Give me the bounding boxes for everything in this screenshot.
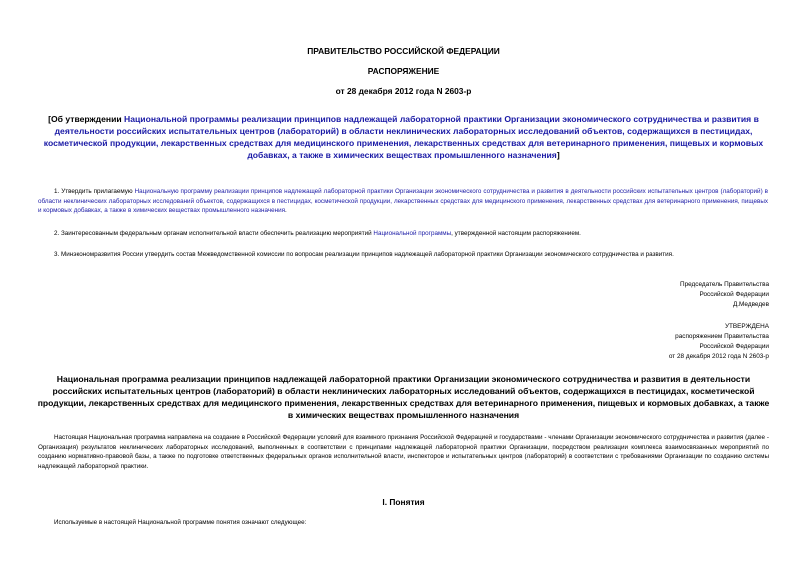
document-type: РАСПОРЯЖЕНИЕ — [367, 66, 440, 76]
title-open: [Об утверждении — [48, 114, 125, 124]
item-1-program-link[interactable]: Национальную программу реализации принципов надлежащей лабораторной практики Организации экономического сотрудничества и развития в деятельности российских испытательных центров (лабораторий) в области неклинических лабораторных исследований объектов, содержащихся в пестицидах, косметической продукции, лекарственных средствах для медицинского применения, лекарственных средствах для ветеринарного применения, пищевых и кормовых добавках, а также в химических веществах промышленного назначения — [38, 188, 768, 215]
approval-heading: УТВЕРЖДЕНА — [724, 323, 769, 330]
approval-country: Российской Федерации — [699, 343, 769, 350]
section-1-intro: Используемые в настоящей Национальной программе понятия означают следующее: — [54, 519, 307, 526]
signature-name: Д.Медведев — [732, 301, 769, 308]
signature-position: Председатель Правительства — [680, 281, 769, 288]
item-2 — [54, 229, 770, 239]
approval-date: от 28 декабря 2012 года N 2603-р — [668, 353, 769, 360]
approval-block — [669, 322, 769, 362]
document-date-number: от 28 декабря 2012 года N 2603-р — [335, 86, 472, 96]
title-close: ] — [556, 150, 560, 160]
document-title — [36, 113, 771, 161]
item-1-suffix: . — [285, 207, 287, 215]
signature-block — [680, 280, 769, 310]
item-2-suffix: , утвержденной настоящим распоряжением. — [451, 230, 581, 237]
government-heading: ПРАВИТЕЛЬСТВО РОССИЙСКОЙ ФЕДЕРАЦИИ — [307, 46, 500, 56]
program-intro: Настоящая Национальная программа направлена на создание в Российской Федерации условий для взаимного признания Российской Федерацией и государствами - членами Организации экономического сотрудничества и развития (далее - Организация) результатов неклинических лабораторных исследований, выполненных в соответствии с принципами надлежащей лабораторной практики Организации, посредством реализации комплекса взаимосвязанных мероприятий по созданию нормативно-правовой базы, а также по подготовке ответственных федеральных органов исполнительной власти, инспекторов и испытательных центров (лабораторий) в соответствии с требованиями Организации по созданию системы надлежащей лабораторной практики. — [38, 434, 769, 470]
item-3: 3. Минэкономразвития России утвердить состав Межведомственной комиссии по вопросам реализации принципов надлежащей лабораторной практики Организации экономического сотрудничества и развития. — [54, 251, 674, 258]
title-program-link[interactable]: Национальной программы реализации принципов надлежащей лабораторной практики Организации экономического сотрудничества и развития в деятельности российских испытательных центров (лабораторий) в области неклинических лабораторных исследований объектов, содержащихся в пестицидах, косметической продукции, лекарственных средствах для медицинского применения, лекарственных средствах для ветеринарного применения, пищевых и кормовых добавках, а также в химических веществах промышленного назначения — [43, 114, 764, 160]
item-1-prefix: 1. Утвердить прилагаемую — [54, 188, 135, 195]
section-1-heading: I. Понятия — [382, 497, 425, 507]
program-title: Национальная программа реализации принципов надлежащей лабораторной практики Организации экономического сотрудничества и развития в деятельности российских испытательных центров (лабораторий) в области неклинических лабораторных исследований объектов, содержащихся в пестицидах, косметической продукции, лекарственных средствах для медицинского применения, лекарственных средствах для ветеринарного применения, пищевых и кормовых добавках, а также в химических веществах промышленного назначения — [37, 374, 770, 420]
item-2-prefix: 2. Заинтересованным федеральным органам исполнительной власти обеспечить реализацию мероприятий — [54, 230, 374, 237]
signature-country: Российской Федерации — [699, 291, 769, 298]
item-2-program-link[interactable]: Национальной программы — [373, 230, 452, 237]
approval-authority: распоряжением Правительства — [675, 333, 769, 340]
item-1 — [38, 187, 768, 216]
